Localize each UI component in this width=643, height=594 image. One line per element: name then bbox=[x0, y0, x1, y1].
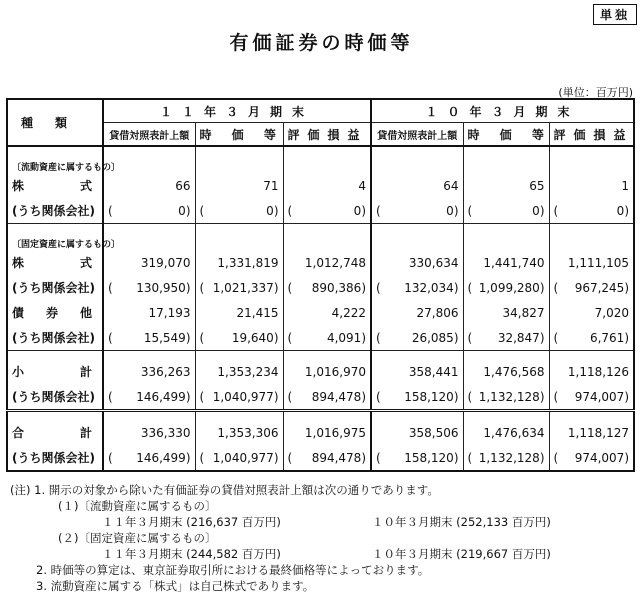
unit-label: (単位：百万円) bbox=[558, 86, 633, 99]
col-market-value-fy10: 時 価 等 bbox=[463, 123, 549, 147]
cell: 1,476,568 bbox=[463, 359, 549, 384]
row-label: 小 bbox=[12, 365, 25, 379]
cell: 4,222 bbox=[283, 300, 371, 325]
cell: 71 bbox=[195, 173, 283, 198]
cell: 358,506 bbox=[371, 420, 463, 445]
table-row: (うち関係会社) ( 146,499) ( 1,040,977) ( 894,478) ( 158,120) ( 1,132,128) ( 974,007) bbox=[7, 445, 634, 471]
row-label: 合 bbox=[12, 426, 25, 440]
note-3: 3. 流動資産に属する「株式」は自己株式であります。 bbox=[36, 579, 315, 593]
cell: 64 bbox=[371, 173, 463, 198]
row-label: 計 bbox=[79, 365, 92, 379]
table-row: (うち関係会社) ( 0) ( 0) ( 0) ( 0) ( 0) ( 0) bbox=[7, 198, 634, 224]
row-label: 式 bbox=[79, 179, 92, 193]
period-header-fy11: １１年３月期末 bbox=[103, 99, 371, 123]
cell: 65 bbox=[463, 173, 549, 198]
note-1-sub-2-fy10: １０年３月期末 (219,667 百万円) bbox=[372, 547, 551, 561]
cell: 890,386 bbox=[311, 280, 362, 295]
row-label: (うち関係会社) bbox=[7, 275, 103, 300]
cell: 894,478 bbox=[311, 389, 362, 404]
col-book-value-fy11: 貸借対照表計上額 bbox=[103, 123, 195, 147]
cell: 146,499 bbox=[136, 389, 186, 404]
section-current-assets: 〔流動資産に属するもの〕 bbox=[12, 163, 121, 173]
cell: 1,476,634 bbox=[463, 420, 549, 445]
cell: 66 bbox=[103, 173, 195, 198]
cell: 974,007 bbox=[574, 389, 625, 404]
row-label: (うち関係会社) bbox=[7, 445, 103, 471]
cell: 158,120 bbox=[404, 450, 454, 465]
cell: 0 bbox=[266, 203, 274, 218]
cell: 358,441 bbox=[371, 359, 463, 384]
cell: 0 bbox=[446, 203, 454, 218]
cell: 0 bbox=[353, 203, 362, 218]
cell: 19,640 bbox=[231, 330, 274, 345]
row-label: 券 bbox=[45, 306, 58, 320]
cell: 336,330 bbox=[103, 420, 195, 445]
table-row bbox=[7, 420, 634, 445]
cell: 967,245 bbox=[574, 280, 625, 295]
table-row: (うち関係会社) ( 15,549) ( 19,640) ( 4,091) ( 26,085) ( 32,847) ( 6,761) bbox=[7, 325, 634, 351]
cell: 15,549 bbox=[143, 330, 186, 345]
row-label: (うち関係会社) bbox=[7, 384, 103, 411]
note-1-sub-1-fy10: １０年３月期末 (252,133 百万円) bbox=[372, 515, 551, 529]
row-label: 計 bbox=[79, 426, 92, 440]
cell: 27,806 bbox=[371, 300, 463, 325]
cell: 1,441,740 bbox=[463, 250, 549, 275]
cell: 32,847 bbox=[497, 330, 540, 345]
cell: 4,091 bbox=[326, 330, 362, 345]
cell: 0 bbox=[532, 203, 540, 218]
row-label: 株 bbox=[12, 179, 25, 193]
row-label: 株 bbox=[12, 256, 25, 270]
cell: 1,040,977 bbox=[212, 389, 274, 404]
standalone-badge: 単独 bbox=[593, 4, 637, 25]
table-row bbox=[7, 250, 634, 275]
cell: 132,034 bbox=[404, 280, 454, 295]
note-1-sub-1: (１)〔流動資産に属するもの〕 bbox=[58, 499, 217, 513]
col-valuation-gain-fy10: 評価損益 bbox=[549, 123, 634, 147]
footnotes bbox=[10, 482, 551, 594]
note-1-sub-1-fy11: １１年３月期末 (216,637 百万円) bbox=[102, 515, 281, 529]
cell: 1,021,337 bbox=[212, 280, 274, 295]
kind-column-header: 種類 bbox=[7, 99, 103, 146]
securities-market-value-table bbox=[6, 98, 635, 472]
cell: 1,099,280 bbox=[478, 280, 540, 295]
cell: 974,007 bbox=[574, 450, 625, 465]
cell: 158,120 bbox=[404, 389, 454, 404]
cell: 1,111,105 bbox=[549, 250, 634, 275]
cell: 1,016,975 bbox=[283, 420, 371, 445]
cell: 1,132,128 bbox=[478, 450, 540, 465]
cell: 1,118,127 bbox=[549, 420, 634, 445]
table-row bbox=[7, 173, 634, 198]
cell: 21,415 bbox=[195, 300, 283, 325]
section-fixed-assets: 〔固定資産に属するもの〕 bbox=[12, 240, 121, 250]
cell: 1,331,819 bbox=[195, 250, 283, 275]
cell: 130,950 bbox=[136, 280, 186, 295]
cell: 1,012,748 bbox=[283, 250, 371, 275]
period-header-fy10: １０年３月期末 bbox=[371, 99, 634, 123]
cell: 0 bbox=[616, 203, 625, 218]
cell: 26,085 bbox=[411, 330, 454, 345]
cell: 1,016,970 bbox=[283, 359, 371, 384]
cell: 6,761 bbox=[589, 330, 625, 345]
row-label: 債 bbox=[12, 306, 25, 320]
cell: 1 bbox=[549, 173, 634, 198]
note-1: 1. 開示の対象から除いた有価証券の貸借対照表計上額は次の通りであります。 bbox=[34, 483, 439, 497]
cell: 1,118,126 bbox=[549, 359, 634, 384]
col-book-value-fy10: 貸借対照表計上額 bbox=[371, 123, 463, 147]
cell: 0 bbox=[178, 203, 186, 218]
cell: 319,070 bbox=[103, 250, 195, 275]
row-label: (うち関係会社) bbox=[7, 198, 103, 224]
cell: 1,353,234 bbox=[195, 359, 283, 384]
cell: 894,478 bbox=[311, 450, 362, 465]
cell: 330,634 bbox=[371, 250, 463, 275]
table-row: (うち関係会社) ( 130,950) ( 1,021,337) ( 890,386) ( 132,034) ( 1,099,280) ( 967,245) bbox=[7, 275, 634, 300]
cell: 146,499 bbox=[136, 450, 186, 465]
col-valuation-gain-fy11: 評価損益 bbox=[283, 123, 371, 147]
page-title: 有価証券の時価等 bbox=[229, 32, 414, 54]
row-label: (うち関係会社) bbox=[7, 325, 103, 351]
note-2: 2. 時価等の算定は、東京証券取引所における最終価格等によっております。 bbox=[36, 563, 430, 577]
table-row: (うち関係会社) ( 146,499) ( 1,040,977) ( 894,478) ( 158,120) ( 1,132,128) ( 974,007) bbox=[7, 384, 634, 411]
table-row bbox=[7, 300, 634, 325]
note-1-sub-2-fy11: １１年３月期末 (244,582 百万円) bbox=[102, 547, 281, 561]
note-1-sub-2: (２)〔固定資産に属するもの〕 bbox=[58, 531, 217, 545]
col-market-value-fy11: 時 価 等 bbox=[195, 123, 283, 147]
cell: 1,132,128 bbox=[478, 389, 540, 404]
cell: 1,040,977 bbox=[212, 450, 274, 465]
row-label: 式 bbox=[79, 256, 92, 270]
row-label: 他 bbox=[79, 306, 92, 320]
cell: 34,827 bbox=[463, 300, 549, 325]
cell: 336,263 bbox=[103, 359, 195, 384]
table-row bbox=[7, 359, 634, 384]
notes-prefix: (注) bbox=[10, 483, 31, 497]
cell: 17,193 bbox=[103, 300, 195, 325]
cell: 4 bbox=[283, 173, 371, 198]
cell: 7,020 bbox=[549, 300, 634, 325]
cell: 1,353,306 bbox=[195, 420, 283, 445]
